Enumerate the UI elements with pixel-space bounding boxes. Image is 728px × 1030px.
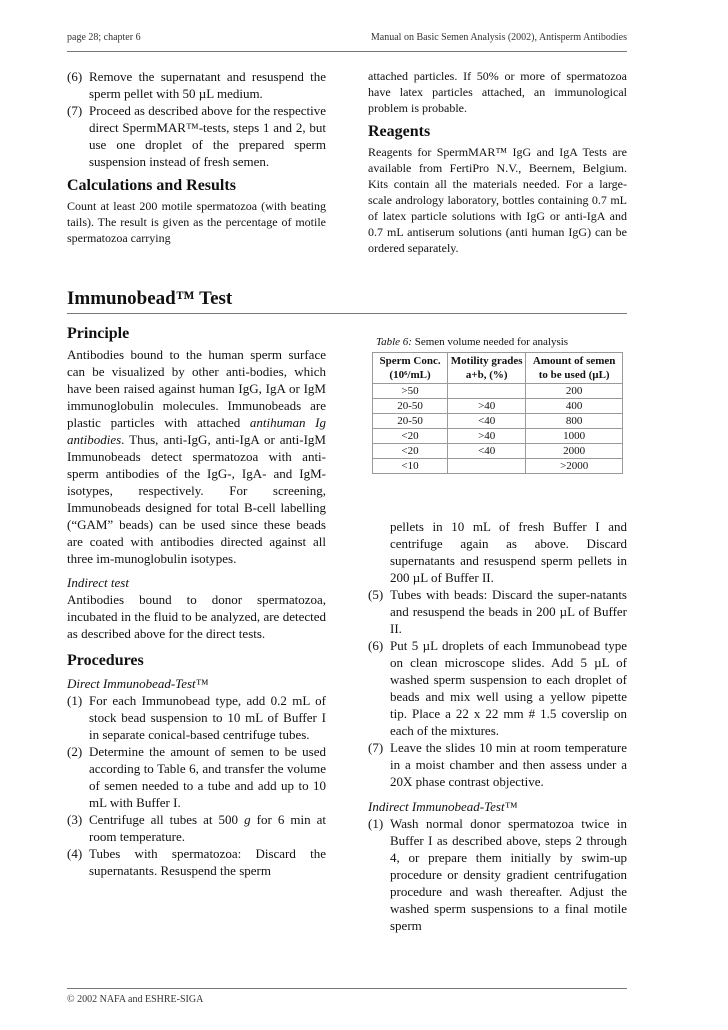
section-rule [67, 313, 627, 314]
list-item-continued: pellets in 10 mL of fresh Buffer I and centrifuge again as above. Discard supernatants and resuspend sperm pellets in 200 µL of Buffer II. [390, 519, 627, 585]
header-page-info: page 28; chapter 6 [67, 32, 141, 43]
list-item: (7) Proceed as described above for the respective direct SpermMAR™-tests, steps 1 and 2, but use one droplet of the prepared sperm suspension instead of fresh semen. [67, 103, 326, 169]
list-item: (4) Tubes with spermatozoa: Discard the supernatants. Resuspend the sperm [67, 846, 326, 878]
results-continued-text: attached particles. If 50% or more of spermatozoa have latex particles attached, an immunological problem is probable. [368, 69, 627, 115]
indirect-test-heading: Indirect test [67, 575, 129, 590]
page-header [67, 32, 627, 48]
procedures-heading: Procedures [67, 652, 144, 669]
table-row: 20-50 >40 400 [373, 399, 623, 414]
table-row: <20 >40 1000 [373, 429, 623, 444]
list-item: (3) Centrifuge all tubes at 500 g for 6 min at room temperature. [67, 812, 326, 844]
header-document-title: Manual on Basic Semen Analysis (2002), Antisperm Antibodies [370, 32, 627, 43]
principle-heading: Principle [67, 325, 130, 342]
footer-copyright: © 2002 NAFA and ESHRE-SIGA [67, 994, 204, 1005]
table-6 [368, 336, 627, 474]
reagents-text: Reagents for SpermMAR™ IgG and IgA Tests are available from FertiPro N.V., Beernem, Belgium. Kits contain all the materials needed. For a large-scale andrology laboratory, bottles containing 0.7 mL of latex particle solutions with IgG or anti-IgA and 0.7 mL antiserum solutions (anti human IgG) can be ordered separately. [368, 145, 627, 255]
principle-text: Antibodies bound to the human sperm surface can be visualized by other anti-bodies, which have been raised against human IgG, IgA or IgM immunoglobulin molecules. Immunobeads are plastic particles with attached antihuman Ig antibodies. Thus, anti-IgG, anti-IgA or anti-IgM Immunobeads detect spermatozoa with anti-sperm antibodies of the IgG-, IgA- and IgM-isotypes, respectively. For screening, Immunobeads designed for total B-cell labelling (“GAM” beads) can be used since these beads are coated with antibodies directed against all three im-munoglobulin isotypes. [67, 347, 326, 566]
indirect-test-text: Antibodies bound to donor spermatozoa, incubated in the fluid to be analyzed, are detected as described above for the direct tests. [67, 592, 326, 641]
immunobead-test-heading: Immunobead™ Test [67, 288, 233, 309]
left-top-column [67, 68, 326, 246]
table-caption: Table 6: Semen volume needed for analysis [376, 336, 569, 348]
reagents-heading: Reagents [368, 123, 431, 140]
left-bottom-column [67, 322, 326, 879]
list-item: (6) Remove the supernatant and resuspend the sperm pellet with 50 µL medium. [67, 69, 326, 101]
direct-test-heading: Direct Immunobead-Test™ [67, 676, 209, 691]
indirect-immunobead-heading: Indirect Immunobead-Test™ [368, 799, 518, 814]
table-header-cell: Sperm Conc. (10⁶/mL) [373, 353, 448, 384]
table-header-row [373, 353, 623, 384]
list-item: (1) Wash normal donor spermatozoa twice in Buffer I as described above, steps 2 through 4, or prepare them initially by swim-up procedure or density gradient centrifugation procedure and wash thereafter. Adjust the washed sperm suspensions to a final motile sperm [368, 816, 627, 933]
list-item: (6) Put 5 µL droplets of each Immunobead type on clean microscope slides. Add 5 µL of washed sperm suspension to each droplet of beads and mix well using a yellow pipette tip. Place a 22 x 22 mm # 1.5 coverslip on each of the mixtures. [368, 638, 627, 738]
right-bottom-column [368, 518, 627, 934]
list-item: (7) Leave the slides 10 min at room temperature in a moist chamber and then assess under a 20X phase contrast objective. [368, 740, 627, 789]
list-item: (5) Tubes with beads: Discard the super-natants and resuspend the beads in 200 µL of Buffer II. [368, 587, 627, 636]
table-row: <10 >2000 [373, 459, 623, 474]
list-item: (2) Determine the amount of semen to be used according to Table 6, and transfer the volume of semen needed to a tube and add up to 10 mL with Buffer I. [67, 744, 326, 810]
table-header-cell: Amount of semen to be used (µL) [526, 353, 623, 384]
header-rule [67, 51, 627, 52]
table-header-cell: Motility grades a+b, (%) [448, 353, 526, 384]
footer-rule [67, 988, 627, 989]
calculations-heading: Calculations and Results [67, 177, 236, 194]
list-item: (1) For each Immunobead type, add 0.2 mL of stock bead suspension to 10 mL of Buffer I in separate conical-based centrifuge tubes. [67, 693, 326, 742]
semen-volume-table [372, 352, 623, 474]
calculations-text: Count at least 200 motile spermatozoa (with beating tails). The result is given as the percentage of motile spermatozoa carrying [67, 199, 326, 245]
table-row: <20 <40 2000 [373, 444, 623, 459]
table-row: 20-50 <40 800 [373, 414, 623, 429]
right-top-column [368, 68, 627, 256]
table-row: >50 200 [373, 384, 623, 399]
